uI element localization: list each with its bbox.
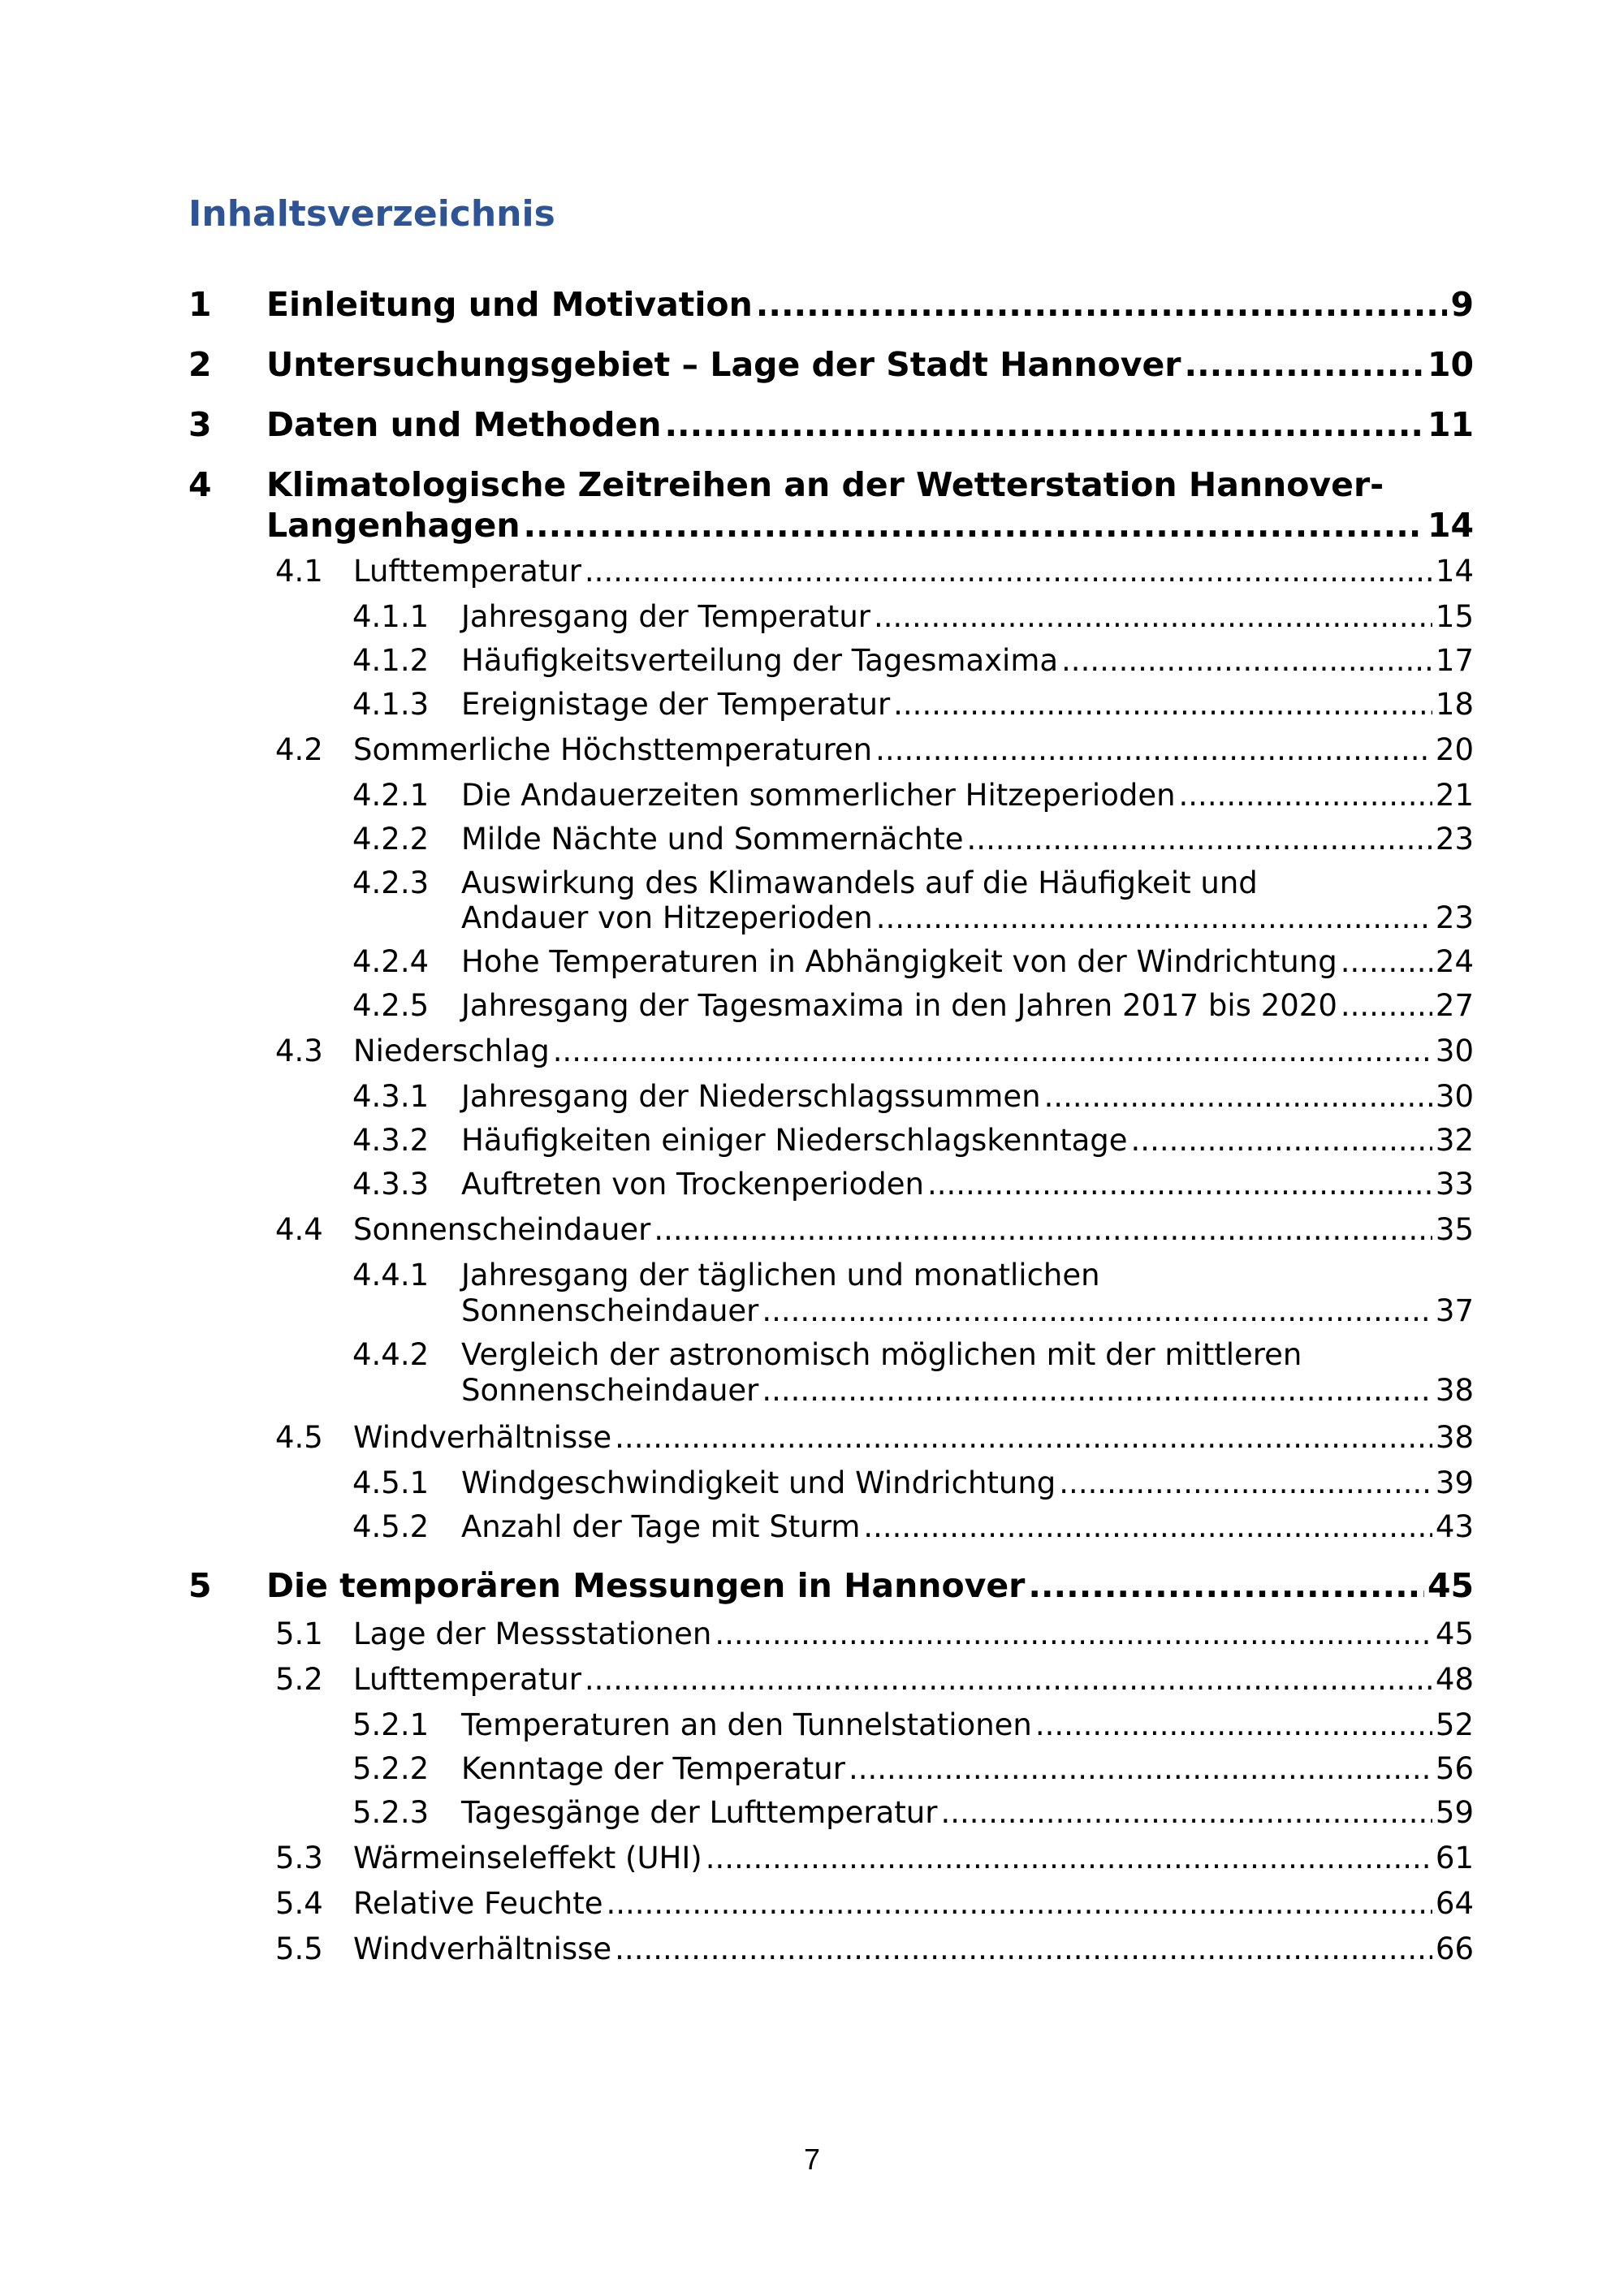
- dot-leader: [715, 1614, 1432, 1655]
- toc-page: 30: [1435, 1079, 1474, 1114]
- toc-title: Milde Nächte und Sommernächte: [461, 822, 964, 857]
- toc-entry[interactable]: [352, 1463, 1474, 1504]
- toc-number: 4.5.2: [352, 1509, 430, 1544]
- toc-title: Anzahl der Tage mit Sturm: [461, 1509, 861, 1544]
- toc-title: Lufttemperatur: [353, 554, 581, 589]
- toc-page: 23: [1435, 900, 1474, 935]
- toc-title: Relative Feuchte: [353, 1886, 603, 1921]
- toc-title: Die temporären Messungen in Hannover: [266, 1566, 1026, 1605]
- toc-entry[interactable]: [461, 1370, 1474, 1411]
- toc-entry-line1[interactable]: [188, 463, 1384, 507]
- toc-page: 39: [1435, 1465, 1474, 1500]
- toc-number: 1: [188, 285, 212, 324]
- toc-page: 38: [1435, 1373, 1474, 1408]
- page-number: 7: [803, 2143, 821, 2176]
- toc-number: 4.4: [275, 1212, 323, 1247]
- dot-leader: [706, 1838, 1432, 1879]
- toc-entry[interactable]: [188, 283, 1474, 326]
- dot-leader: [967, 819, 1432, 860]
- toc-entry[interactable]: [275, 1418, 1474, 1458]
- dot-leader: [1028, 1564, 1424, 1608]
- dot-leader: [607, 1884, 1432, 1924]
- toc-number: 4.2: [275, 732, 323, 767]
- toc-page: 17: [1435, 643, 1474, 678]
- toc-number: 4.2.4: [352, 944, 430, 979]
- toc-entry-line1[interactable]: [352, 1335, 1302, 1375]
- toc-page: 56: [1435, 1751, 1474, 1786]
- toc-page: 21: [1435, 778, 1474, 813]
- toc-number: 4.4.2: [352, 1337, 430, 1372]
- toc-title: Daten und Methoden: [266, 405, 662, 444]
- toc-entry[interactable]: [275, 1614, 1474, 1655]
- toc-number: 4.2.3: [352, 865, 430, 900]
- dot-leader: [875, 730, 1432, 770]
- toc-entry[interactable]: [352, 597, 1474, 637]
- toc-number: 4.3.1: [352, 1079, 430, 1114]
- dot-leader: [1131, 1120, 1432, 1161]
- toc-title: Sonnenscheindauer: [353, 1212, 651, 1247]
- toc-page: 15: [1435, 599, 1474, 634]
- toc-number: 5.5: [275, 1931, 323, 1966]
- toc-page: 9: [1450, 285, 1474, 324]
- toc-number: 4.1.3: [352, 687, 430, 722]
- toc-page: 43: [1435, 1509, 1474, 1544]
- toc-page: 45: [1427, 1566, 1474, 1605]
- toc-page: 45: [1435, 1616, 1474, 1651]
- toc-number: 4.2.1: [352, 778, 430, 813]
- toc-entry[interactable]: [352, 942, 1474, 982]
- toc-title: Kenntage der Temperatur: [461, 1751, 845, 1786]
- dot-leader: [1341, 942, 1432, 982]
- dot-leader: [893, 684, 1432, 725]
- toc-title: Häufigkeitsverteilung der Tagesmaxima: [461, 643, 1059, 678]
- toc-entry[interactable]: [275, 1838, 1474, 1879]
- toc-title: Niederschlag: [353, 1034, 550, 1068]
- toc-title: Windgeschwindigkeit und Windrichtung: [461, 1465, 1056, 1500]
- toc-title-continued: Sonnenscheindauer: [461, 1373, 759, 1408]
- toc-number: 5.3: [275, 1841, 323, 1875]
- toc-title: Windverhältnisse: [353, 1420, 612, 1455]
- dot-leader: [1341, 986, 1432, 1026]
- dot-leader: [1179, 775, 1432, 816]
- toc-entry[interactable]: [188, 343, 1474, 386]
- toc-entry[interactable]: [188, 1564, 1474, 1608]
- toc-title: Lage der Messstationen: [353, 1616, 712, 1651]
- toc-entry[interactable]: [275, 1659, 1474, 1700]
- toc-number: 5.2.1: [352, 1707, 430, 1742]
- toc-page: 38: [1435, 1420, 1474, 1455]
- dot-leader: [940, 1793, 1432, 1833]
- toc-number: 4.2.5: [352, 988, 430, 1023]
- dot-leader: [615, 1418, 1432, 1458]
- toc-number: 5: [188, 1566, 212, 1605]
- toc-number: 4.3.2: [352, 1123, 430, 1158]
- toc-entry[interactable]: [275, 730, 1474, 770]
- toc-entry[interactable]: [352, 1507, 1474, 1547]
- toc-entry[interactable]: [352, 775, 1474, 816]
- toc-entry[interactable]: [275, 1884, 1474, 1924]
- toc-page: 64: [1435, 1886, 1474, 1921]
- toc-page: 59: [1435, 1795, 1474, 1830]
- dot-leader: [756, 283, 1448, 326]
- toc-entry[interactable]: [352, 1705, 1474, 1746]
- toc-entry[interactable]: [275, 1210, 1474, 1250]
- toc-entry[interactable]: [352, 1120, 1474, 1161]
- toc-page: 66: [1435, 1931, 1474, 1966]
- toc-number: 4: [188, 465, 212, 504]
- toc-number: 4.3.3: [352, 1167, 430, 1202]
- toc-title-continued: Andauer von Hitzeperioden: [461, 900, 873, 935]
- toc-title: Einleitung und Motivation: [266, 285, 753, 324]
- toc-title: Lufttemperatur: [353, 1662, 581, 1697]
- toc-page: 23: [1435, 822, 1474, 857]
- toc-page: 11: [1427, 405, 1474, 444]
- toc-title: Jahresgang der Temperatur: [461, 599, 870, 634]
- toc-page: 37: [1435, 1293, 1474, 1328]
- toc-number: 4.1.1: [352, 599, 430, 634]
- dot-leader: [524, 503, 1424, 547]
- toc-number: 3: [188, 405, 212, 444]
- toc-number: 5.2.2: [352, 1751, 430, 1786]
- toc-entry[interactable]: [275, 1031, 1474, 1072]
- page-title: Inhaltsverzeichnis: [188, 193, 555, 235]
- dot-leader: [876, 898, 1432, 939]
- dot-leader: [654, 1210, 1432, 1250]
- toc-page: 20: [1435, 732, 1474, 767]
- toc-page: 52: [1435, 1707, 1474, 1742]
- toc-title: Jahresgang der Tagesmaxima in den Jahren 2017 bis 2020: [461, 988, 1337, 1023]
- toc-page: 61: [1435, 1841, 1474, 1875]
- toc-number: 5.2.3: [352, 1795, 430, 1830]
- toc-title: Auswirkung des Klimawandels auf die Häufigkeit und: [461, 865, 1258, 900]
- toc-page: 33: [1435, 1167, 1474, 1202]
- dot-leader: [1044, 1077, 1432, 1117]
- dot-leader: [615, 1929, 1432, 1970]
- toc-title: Ereignistage der Temperatur: [461, 687, 891, 722]
- toc-number: 4.5: [275, 1420, 323, 1455]
- toc-entry[interactable]: [352, 819, 1474, 860]
- toc-number: 4.5.1: [352, 1465, 430, 1500]
- dot-leader: [1061, 641, 1432, 681]
- toc-page: 24: [1435, 944, 1474, 979]
- toc-title: Temperaturen an den Tunnelstationen: [461, 1707, 1032, 1742]
- dot-leader: [585, 551, 1432, 592]
- toc-entry[interactable]: [352, 1749, 1474, 1789]
- toc-title: Jahresgang der Niederschlagssummen: [461, 1079, 1041, 1114]
- toc-page: 14: [1435, 554, 1474, 589]
- dot-leader: [1035, 1705, 1432, 1746]
- dot-leader: [553, 1031, 1432, 1072]
- toc-number: 5.4: [275, 1886, 323, 1921]
- toc-title: Sommerliche Höchsttemperaturen: [353, 732, 873, 767]
- dot-leader: [1185, 343, 1424, 386]
- toc-title: Vergleich der astronomisch möglichen mit der mittleren: [461, 1337, 1302, 1372]
- toc-page: 27: [1435, 988, 1474, 1023]
- toc-page: 35: [1435, 1212, 1474, 1247]
- toc-title: Häufigkeiten einiger Niederschlagskenntage: [461, 1123, 1128, 1158]
- toc-entry[interactable]: [352, 641, 1474, 681]
- toc-title: Klimatologische Zeitreihen an der Wetterstation Hannover-: [266, 465, 1384, 504]
- toc-entry[interactable]: [352, 1793, 1474, 1833]
- toc-title: Wärmeinseleffekt (UHI): [353, 1841, 702, 1875]
- toc-entry[interactable]: [352, 986, 1474, 1026]
- toc-title-continued: Langenhagen: [266, 506, 520, 545]
- toc-page: 10: [1427, 345, 1474, 384]
- toc-entry[interactable]: [352, 684, 1474, 725]
- toc-entry[interactable]: [461, 1291, 1474, 1331]
- toc-number: 4.3: [275, 1034, 323, 1068]
- toc-number: 4.1.2: [352, 643, 430, 678]
- toc-number: 4.4.1: [352, 1258, 430, 1293]
- dot-leader: [585, 1659, 1432, 1700]
- dot-leader: [874, 597, 1432, 637]
- toc-title: Auftreten von Trockenperioden: [461, 1167, 924, 1202]
- dot-leader: [927, 1164, 1432, 1205]
- toc-page: 48: [1435, 1662, 1474, 1697]
- toc-page: 18: [1435, 687, 1474, 722]
- toc-entry[interactable]: [275, 1929, 1474, 1970]
- toc-number: 2: [188, 345, 212, 384]
- toc-entry[interactable]: [188, 403, 1474, 447]
- toc-entry[interactable]: [275, 551, 1474, 592]
- toc-page: 30: [1435, 1034, 1474, 1068]
- toc-number: 4.1: [275, 554, 323, 589]
- dot-leader: [664, 403, 1423, 447]
- toc-title-continued: Sonnenscheindauer: [461, 1293, 759, 1328]
- toc-title: Untersuchungsgebiet – Lage der Stadt Hannover: [266, 345, 1181, 384]
- dot-leader: [762, 1370, 1432, 1411]
- dot-leader: [849, 1749, 1432, 1789]
- toc-entry[interactable]: [266, 503, 1474, 547]
- toc-entry-line1[interactable]: [352, 1255, 1100, 1296]
- toc-page: 32: [1435, 1123, 1474, 1158]
- toc-title: Die Andauerzeiten sommerlicher Hitzeperioden: [461, 778, 1176, 813]
- toc-title: Tagesgänge der Lufttemperatur: [461, 1795, 938, 1830]
- toc-title: Windverhältnisse: [353, 1931, 612, 1966]
- dot-leader: [762, 1291, 1432, 1331]
- toc-number: 4.2.2: [352, 822, 430, 857]
- toc-entry[interactable]: [461, 898, 1474, 939]
- toc-entry[interactable]: [352, 1164, 1474, 1205]
- toc-title: Hohe Temperaturen in Abhängigkeit von der Windrichtung: [461, 944, 1337, 979]
- toc-title: Jahresgang der täglichen und monatlichen: [461, 1258, 1100, 1293]
- toc-page: 14: [1427, 506, 1474, 545]
- toc-number: 5.1: [275, 1616, 323, 1651]
- dot-leader: [863, 1507, 1432, 1547]
- toc-entry[interactable]: [352, 1077, 1474, 1117]
- toc-number: 5.2: [275, 1662, 323, 1697]
- dot-leader: [1059, 1463, 1432, 1504]
